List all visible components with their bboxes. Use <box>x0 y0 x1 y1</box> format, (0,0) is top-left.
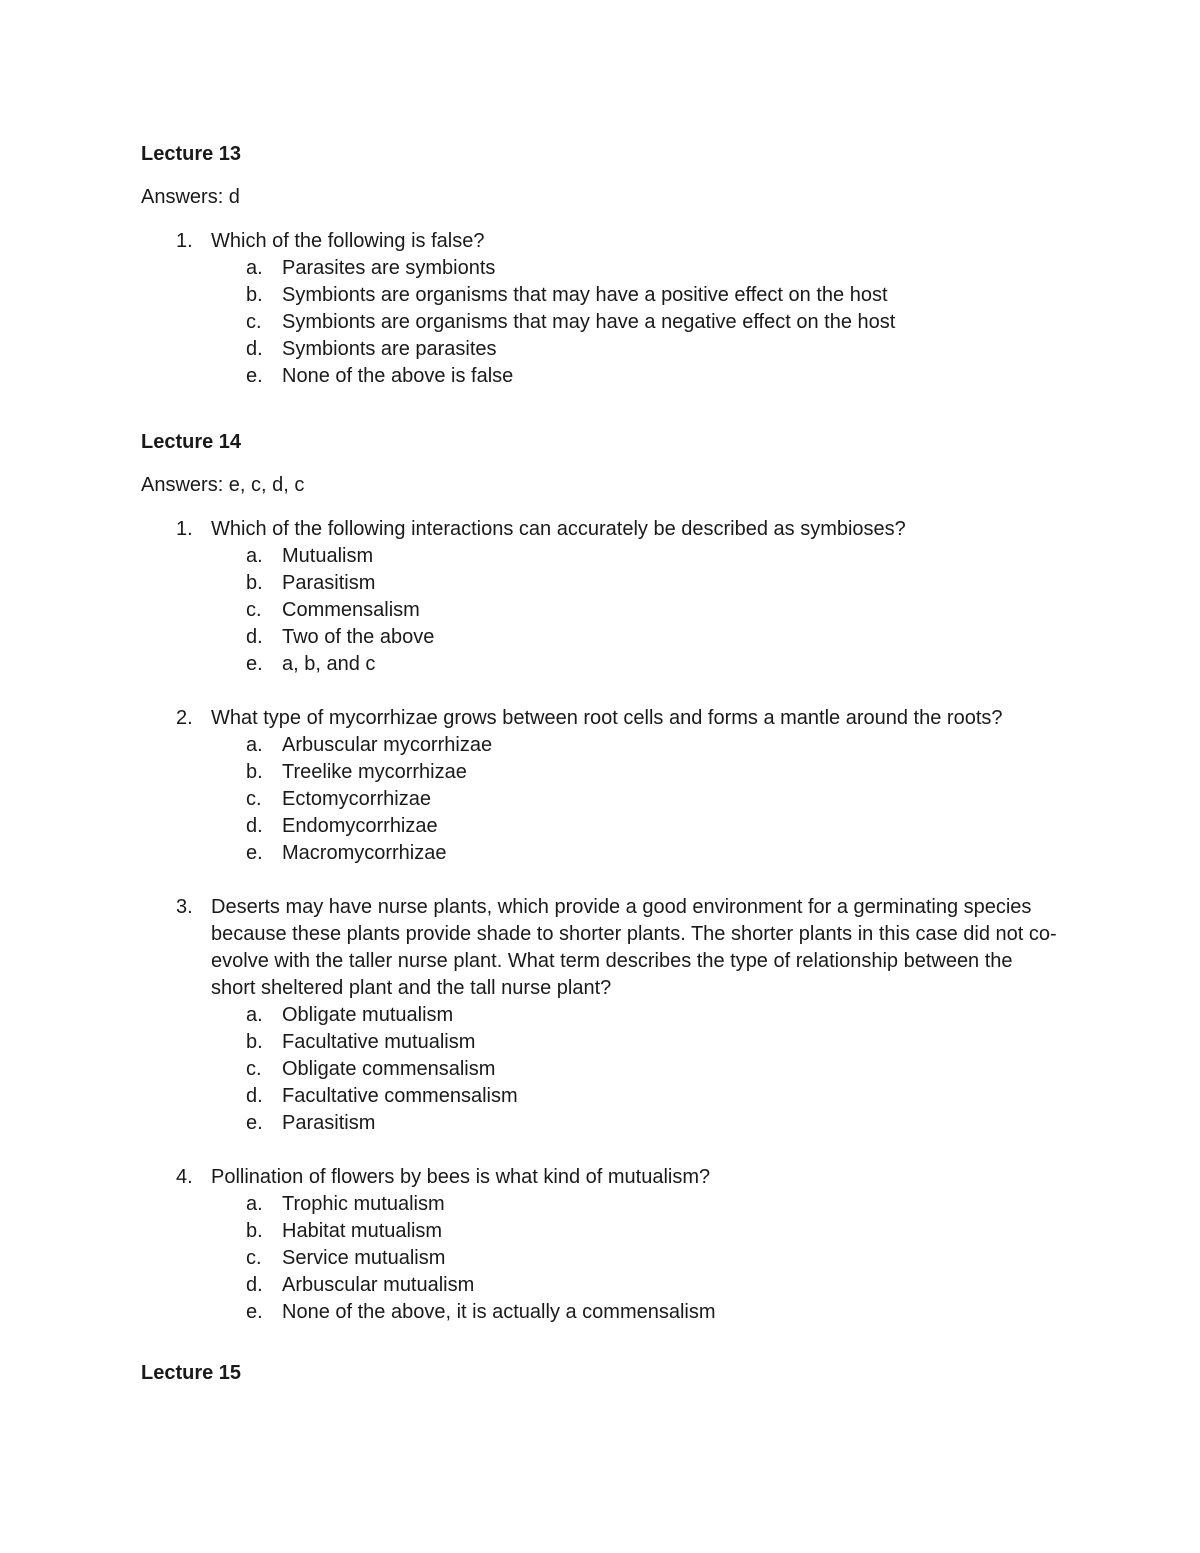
option-text: None of the above, it is actually a commensalism <box>282 1301 716 1323</box>
option-text: Facultative mutualism <box>282 1031 476 1053</box>
option-item <box>211 813 1061 840</box>
option-list <box>211 1191 1061 1326</box>
option-item <box>211 840 1061 867</box>
option-letter: e. <box>246 365 263 387</box>
option-item <box>211 786 1061 813</box>
lecture-title: Lecture 13 <box>141 143 242 165</box>
option-text: Trophic mutualism <box>282 1193 445 1215</box>
question-text: Which of the following is false? <box>211 230 485 252</box>
option-text: Arbuscular mycorrhizae <box>282 734 493 756</box>
question-number: 2. <box>176 707 193 729</box>
question-item <box>141 1164 1061 1326</box>
option-letter: c. <box>246 1247 262 1269</box>
option-item <box>211 543 1061 570</box>
option-item <box>211 1191 1061 1218</box>
option-item <box>211 1110 1061 1137</box>
option-letter: e. <box>246 1301 263 1323</box>
option-item <box>211 1083 1061 1110</box>
option-list <box>211 1002 1061 1137</box>
option-letter: b. <box>246 1220 263 1242</box>
question-number: 4. <box>176 1166 193 1188</box>
option-text: Obligate mutualism <box>282 1004 454 1026</box>
option-item <box>211 651 1061 678</box>
option-letter: a. <box>246 1193 263 1215</box>
option-text: Endomycorrhizae <box>282 815 438 837</box>
option-letter: b. <box>246 761 263 783</box>
option-letter: c. <box>246 599 262 621</box>
option-letter: a. <box>246 1004 263 1026</box>
option-list <box>211 255 1061 390</box>
question-text: Deserts may have nurse plants, which provide a good environment for a germinating species because these plants provide shade to shorter plants. The shorter plants in this case did not co-evolve with the taller nurse plant. What term describes the type of relationship between the short sheltered plant and the tall nurse plant? <box>211 896 1057 999</box>
question-text: Pollination of flowers by bees is what kind of mutualism? <box>211 1166 711 1188</box>
question-item <box>141 894 1061 1137</box>
option-item <box>211 759 1061 786</box>
option-item <box>211 597 1061 624</box>
option-letter: c. <box>246 788 262 810</box>
lecture-14-section <box>141 430 1061 1326</box>
option-letter: c. <box>246 1058 262 1080</box>
option-item <box>211 570 1061 597</box>
question-item <box>141 228 1061 390</box>
option-item <box>211 1029 1061 1056</box>
option-letter: d. <box>246 1274 263 1296</box>
option-item <box>211 732 1061 759</box>
question-text: Which of the following interactions can accurately be described as symbioses? <box>211 518 906 540</box>
option-text: Obligate commensalism <box>282 1058 496 1080</box>
option-letter: d. <box>246 815 263 837</box>
option-list <box>211 732 1061 867</box>
option-text: None of the above is false <box>282 365 514 387</box>
option-text: Parasitism <box>282 572 376 594</box>
option-text: Macromycorrhizae <box>282 842 447 864</box>
question-number: 3. <box>176 896 193 918</box>
option-item <box>211 336 1061 363</box>
option-letter: e. <box>246 653 263 675</box>
option-letter: a. <box>246 545 263 567</box>
option-letter: b. <box>246 1031 263 1053</box>
question-item <box>141 516 1061 678</box>
option-letter: b. <box>246 284 263 306</box>
option-item <box>211 624 1061 651</box>
option-letter: a. <box>246 734 263 756</box>
option-letter: e. <box>246 1112 263 1134</box>
option-item <box>211 282 1061 309</box>
option-text: Service mutualism <box>282 1247 446 1269</box>
answers-key: Answers: e, c, d, c <box>141 474 305 496</box>
option-text: Facultative commensalism <box>282 1085 518 1107</box>
option-text: Ectomycorrhizae <box>282 788 431 810</box>
option-item <box>211 255 1061 282</box>
option-item <box>211 309 1061 336</box>
option-text: Symbionts are organisms that may have a negative effect on the host <box>282 311 896 333</box>
option-list <box>211 543 1061 678</box>
lecture-title: Lecture 14 <box>141 431 242 453</box>
question-list <box>141 228 1061 390</box>
option-text: Treelike mycorrhizae <box>282 761 467 783</box>
answers-key: Answers: d <box>141 186 240 208</box>
question-number: 1. <box>176 230 193 252</box>
option-item <box>211 1056 1061 1083</box>
lecture-15-section <box>141 1361 1061 1385</box>
option-letter: b. <box>246 572 263 594</box>
option-item <box>211 1272 1061 1299</box>
option-text: Habitat mutualism <box>282 1220 443 1242</box>
option-text: Arbuscular mutualism <box>282 1274 475 1296</box>
option-item <box>211 363 1061 390</box>
option-text: Parasitism <box>282 1112 376 1134</box>
option-text: Commensalism <box>282 599 420 621</box>
lecture-title: Lecture 15 <box>141 1362 242 1384</box>
question-number: 1. <box>176 518 193 540</box>
option-item <box>211 1299 1061 1326</box>
option-letter: c. <box>246 311 262 333</box>
question-text: What type of mycorrhizae grows between root cells and forms a mantle around the roots? <box>211 707 1003 729</box>
option-text: Parasites are symbionts <box>282 257 496 279</box>
option-item <box>211 1245 1061 1272</box>
option-item <box>211 1002 1061 1029</box>
option-letter: d. <box>246 626 263 648</box>
option-text: Symbionts are organisms that may have a positive effect on the host <box>282 284 888 306</box>
option-letter: e. <box>246 842 263 864</box>
option-letter: a. <box>246 257 263 279</box>
question-item <box>141 705 1061 867</box>
option-text: a, b, and c <box>282 653 376 675</box>
option-letter: d. <box>246 1085 263 1107</box>
question-list <box>141 516 1061 1326</box>
lecture-13-section <box>141 142 1061 390</box>
option-text: Mutualism <box>282 545 374 567</box>
option-item <box>211 1218 1061 1245</box>
option-letter: d. <box>246 338 263 360</box>
option-text: Symbionts are parasites <box>282 338 497 360</box>
option-text: Two of the above <box>282 626 435 648</box>
